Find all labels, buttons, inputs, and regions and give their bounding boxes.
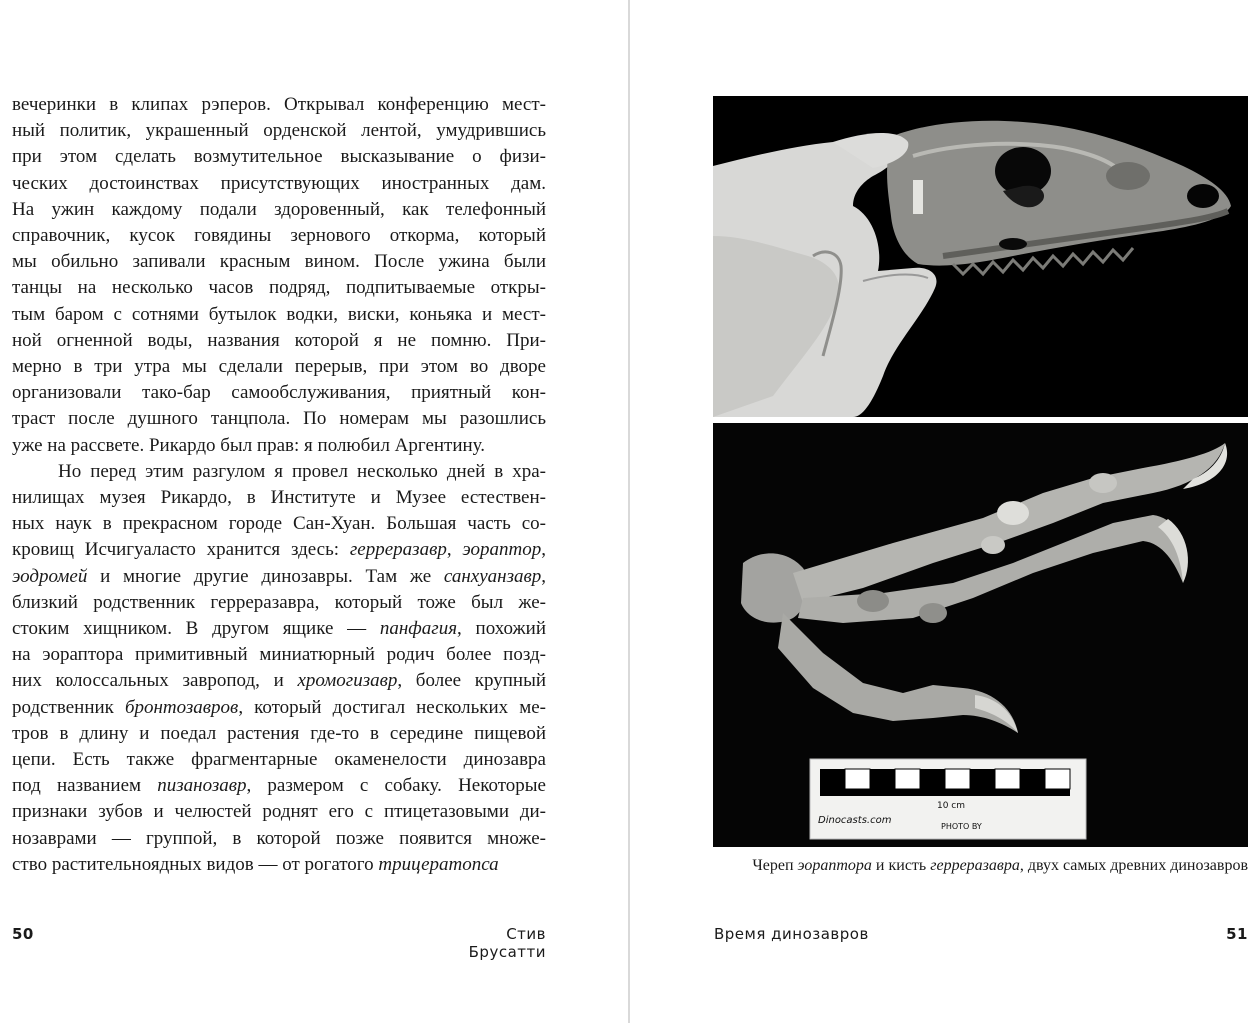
italic-term: эораптор (462, 539, 542, 561)
text-line (12, 773, 546, 799)
text-run: стоким хищником. В другом ящике — (12, 618, 380, 640)
text-line (12, 852, 546, 878)
text-line (12, 511, 546, 537)
text-line (12, 590, 546, 616)
text-run: нилищах музея Рикардо, в Институте и Музее естествен- (12, 487, 546, 509)
text-line (12, 695, 546, 721)
text-run: тым баром с сотнями бутылок водки, виски, коньяка и мест- (12, 303, 546, 325)
text-run: и многие другие динозавры. Там же (87, 565, 444, 587)
text-line (12, 642, 546, 668)
text-run: справочник, кусок говядины зернового откорма, который (12, 225, 546, 247)
right-running-head: Время динозавров (714, 925, 869, 943)
text-run: , более крупный (397, 670, 547, 692)
text-run: вечеринки в клипах рэперов. Открывал конференцию мест- (12, 94, 546, 115)
text-line (12, 328, 546, 354)
text-line (12, 668, 546, 694)
text-run: танцы на несколько часов подряд, подпитываемые откры- (12, 277, 546, 299)
figure-caption (713, 856, 1248, 876)
text-line (12, 459, 546, 485)
text-run: близкий родственник герреразавра, который тоже был же- (12, 591, 546, 613)
text-run: мы обильно запивали красным вином. После ужина были (12, 251, 546, 273)
text-line (12, 799, 546, 825)
italic-term: хромогизавр (297, 670, 398, 692)
text-run: , (446, 539, 463, 561)
text-line (12, 380, 546, 406)
text-line (12, 826, 546, 852)
italic-term: панфагия (379, 618, 458, 640)
text-line (12, 197, 546, 223)
italic-term: бронтозавров (124, 696, 239, 718)
text-run: , похожий (457, 618, 546, 640)
text-run: и кисть (871, 857, 931, 874)
text-line (12, 302, 546, 328)
left-running-head: Стив Брусатти (468, 925, 546, 961)
text-line (12, 118, 546, 144)
text-run: ной огненной воды, названия которой я не помню. При- (12, 329, 546, 351)
text-run: тров в длину и поедал растения где-то в середине пищевой (12, 722, 546, 744)
text-run: , двух самых древних динозавров (1019, 857, 1248, 874)
text-run: них колоссальных завропод, и (12, 670, 298, 692)
italic-term: трицератопса (378, 853, 499, 875)
text-line (12, 721, 546, 747)
text-line (12, 223, 546, 249)
text-line (12, 537, 546, 563)
scale-ticks (820, 769, 1070, 796)
text-run: признаки зубов и челюстей роднят его с птицетазовыми ди- (12, 801, 546, 823)
scale-credit: PHOTO BY (941, 822, 982, 831)
text-line (12, 171, 546, 197)
text-run: под названием (12, 775, 158, 797)
text-run: ство растительноядных видов — от рогатого (12, 853, 379, 875)
left-page-number: 50 (12, 925, 34, 943)
text-run: , (541, 565, 546, 587)
text-run: при этом сделать возмутительное высказывание о физи- (12, 146, 546, 168)
right-page (630, 0, 1252, 1023)
text-line (12, 275, 546, 301)
text-line (12, 144, 546, 170)
text-run: на эораптора примитивный миниатюрный родич более позд- (12, 644, 546, 666)
text-line (12, 92, 546, 118)
text-run: кровищ Исчигуаласто хранится здесь: (12, 539, 350, 561)
text-line (12, 406, 546, 432)
italic-term: санхуанзавр (443, 565, 542, 587)
text-run: нозаврами — группой, в которой позже появится множе- (12, 827, 546, 849)
text-run: , который достигал нескольких ме- (238, 696, 546, 718)
text-run: организовали тако-бар самообслуживания, приятный кон- (12, 382, 546, 404)
text-run: родственник (12, 696, 125, 718)
text-line (12, 616, 546, 642)
left-body-text (12, 92, 546, 878)
text-run: Но перед этим разгулом я провел несколько дней в хра- (58, 460, 546, 482)
text-run: На ужин каждому подали здоровенный, как телефонный (12, 198, 546, 220)
italic-term: эодромей (12, 565, 88, 587)
skull-illustration (713, 96, 1248, 417)
claw-illustration (713, 423, 1248, 847)
eoraptor-skull-photo (713, 96, 1248, 417)
text-run: ческих достоинствах присутствующих иностранных дам. (12, 172, 546, 194)
italic-term: эораптора (797, 857, 872, 874)
text-line (12, 747, 546, 773)
scale-label: 10 cm (936, 801, 966, 811)
italic-term: пизанозавр (157, 775, 247, 797)
scale-maker: Dinocasts.com (818, 815, 892, 826)
text-line (12, 354, 546, 380)
italic-term: герреразавра (930, 857, 1020, 874)
text-run: траст после душного танцпола. По номерам мы разошлись (12, 408, 546, 430)
text-run: ных наук в прекрасном городе Сан-Хуан. Большая часть со- (12, 513, 546, 535)
text-run: , размером с собаку. Некоторые (246, 775, 546, 797)
text-run: , (541, 539, 546, 561)
text-run: уже на рассвете. Рикардо был прав: я полюбил Аргентину. (12, 434, 486, 456)
text-line (12, 433, 546, 459)
text-run: Череп (752, 857, 798, 874)
herrerasaurus-hand-photo (713, 423, 1248, 847)
italic-term: герреразавр (349, 539, 447, 561)
text-run: ный политик, украшенный орденской лентой, умудрившись (12, 120, 546, 142)
text-run: цепи. Есть также фрагментарные окаменелости динозавра (12, 749, 546, 771)
text-run: мерно в три утра мы сделали перерыв, при этом во дворе (12, 356, 546, 378)
text-line (12, 564, 546, 590)
text-line (12, 249, 546, 275)
right-page-number: 51 (1226, 925, 1248, 943)
text-line (12, 485, 546, 511)
